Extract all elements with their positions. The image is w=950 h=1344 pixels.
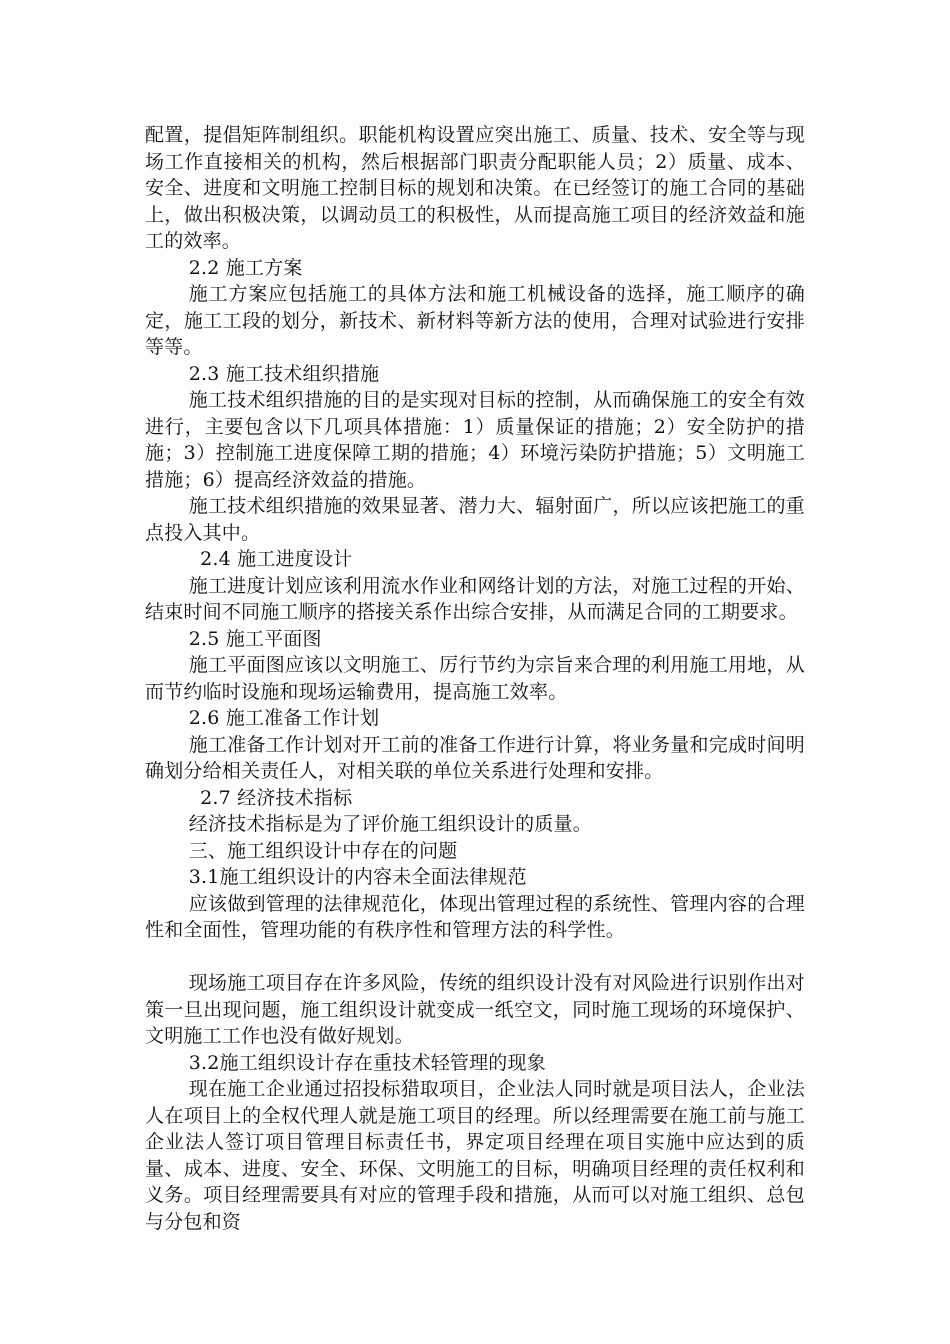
section-heading-3-1: 3.1施工组织设计的内容未全面法律规范	[188, 866, 527, 888]
paragraph: 施工技术组织措施的效果显著、潜力大、辐射面广，所以应该把施工的重点投入其中。	[145, 495, 805, 544]
section-heading-2-7: 2.7 经济技术指标	[200, 786, 353, 809]
paragraph: 施工准备工作计划对开工前的准备工作进行计算，将业务量和完成时间明确划分给相关责任人，对相关联的单位关系进行处理和安排。	[145, 733, 805, 782]
paragraph: 经济技术指标是为了评价施工组织设计的质量。	[188, 813, 592, 835]
paragraph-continuation: 配置，提倡矩阵制组织。职能机构设置应突出施工、质量、技术、安全等与现场工作直接相关的机构，然后根据部门职责分配职能人员；2）质量、成本、安全、进度和文明施工控制目标的规划和决策。在已经签订的施工合同的基础上，做出积极决策，以调动员工的积极性，从而提高施工项目的经济效益和施工的效率。	[145, 124, 805, 252]
section-heading-2-4: 2.4 施工进度设计	[200, 548, 353, 570]
section-heading-2-6: 2.6 施工准备工作计划	[188, 707, 380, 729]
paragraph: 现场施工项目存在许多风险，传统的组织设计没有对风险进行识别作出对策一旦出现问题，施工组织设计就变成一纸空文，同时施工现场的环境保护、文明施工工作也没有做好规划。	[145, 972, 805, 1047]
paragraph: 施工平面图应该以文明施工、厉行节约为宗旨来合理的利用施工用地，从而节约临时设施和现场运输费用，提高施工效率。	[145, 654, 805, 703]
section-heading-2-3: 2.3 施工技术组织措施	[188, 362, 380, 385]
paragraph: 应该做到管理的法律规范化，体现出管理过程的系统性、管理内容的合理性和全面性，管理功能的有秩序性和管理方法的科学性。	[145, 892, 805, 941]
section-heading-2-2: 2.2 施工方案	[188, 256, 303, 279]
paragraph: 施工进度计划应该利用流水作业和网络计划的方法，对施工过程的开始、结束时间不同施工顺序的搭接关系作出综合安排，从而满足合同的工期要求。	[145, 574, 805, 623]
paragraph: 施工技术组织措施的目的是实现对目标的控制，从而确保施工的安全有效进行，主要包含以下几项具体措施：1）质量保证的措施；2）安全防护的措施；3）控制施工进度保障工期的措施；4）环境污染防护措施；5）文明施工措施；6）提高经济效益的措施。	[145, 389, 805, 491]
section-heading-3-2: 3.2施工组织设计存在重技术轻管理的现象	[188, 1051, 546, 1074]
paragraph: 施工方案应包括施工的具体方法和施工机械设备的选择，施工顺序的确定，施工工段的划分，新技术、新材料等新方法的使用，合理对试验进行安排等等。	[145, 283, 805, 358]
document-body	[145, 122, 805, 1235]
section-heading-2-5: 2.5 施工平面图	[188, 627, 322, 650]
paragraph: 现在施工企业通过招投标猎取项目，企业法人同时就是项目法人，企业法人在项目上的全权代理人就是施工项目的经理。所以经理需要在施工前与施工企业法人签订项目管理目标责任书，界定项目经理在项目实施中应达到的质量、成本、进度、安全、环保、文明施工的目标，明确项目经理的责任权利和义务。项目经理需要具有对应的管理手段和措施，从而可以对施工组织、总包与分包和资	[145, 1078, 805, 1233]
chapter-heading-3: 三、施工组织设计中存在的问题	[188, 839, 458, 862]
blank-line	[145, 944, 805, 971]
